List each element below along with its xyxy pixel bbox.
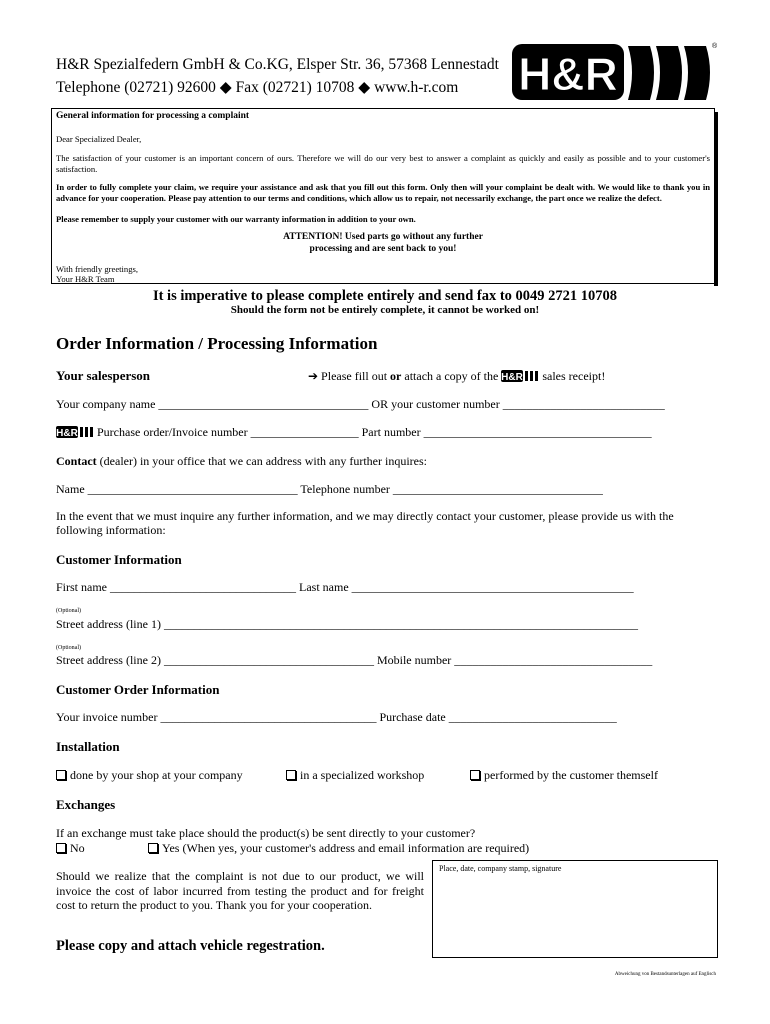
svg-text:H&R: H&R bbox=[501, 372, 524, 382]
completion-warning: Should the form not be entirely complete, it cannot be worked on! bbox=[230, 304, 540, 316]
copy-registration-note: Please copy and attach vehicle regestration. bbox=[56, 938, 325, 954]
fax-instruction: It is imperative to please complete entirely and send fax to 0049 2721 10708 bbox=[152, 288, 618, 304]
greeting-line1: With friendly greetings, bbox=[56, 264, 138, 274]
street-line1-field[interactable]: Street address (line 1) _______________________________________________________________________________ bbox=[56, 617, 638, 631]
install-option-workshop[interactable]: in a specialized workshop bbox=[286, 768, 424, 783]
greeting-line2: Your H&R Team bbox=[56, 274, 115, 284]
checkbox-icon[interactable] bbox=[470, 770, 480, 780]
checkbox-icon[interactable] bbox=[148, 843, 158, 853]
exchange-question: If an exchange must take place should the product(s) be sent directly to your customer? bbox=[56, 826, 476, 840]
info-para3: Please remember to supply your customer with our warranty information in addition to your own. bbox=[56, 214, 416, 224]
contact-name-phone-field[interactable]: Name ___________________________________ Telephone number ___________________________________ bbox=[56, 482, 603, 496]
event-text: In the event that we must inquire any further information, and we may directly contact your customer, please provide us with the following information: bbox=[56, 509, 674, 537]
customer-name-field[interactable]: First name _______________________________ Last name _______________________________________________ bbox=[56, 580, 634, 594]
attention-line1: ATTENTION! Used parts go without any further bbox=[283, 232, 483, 242]
street-line2-mobile-field[interactable]: Street address (line 2) ___________________________________ Mobile number _________________________________ bbox=[56, 653, 653, 667]
company-address: H&R Spezialfedern GmbH & Co.KG, Elsper Str. 36, 57368 Lennestadt bbox=[56, 56, 499, 73]
installation-title: Installation bbox=[56, 739, 120, 754]
customer-info-title: Customer Information bbox=[56, 552, 182, 567]
customer-order-title: Customer Order Information bbox=[56, 682, 220, 697]
fill-out-instruction: ➔ Please fill out or attach a copy of the H&R sales receipt! bbox=[308, 369, 606, 383]
optional-label-2: (Optional) bbox=[56, 645, 81, 651]
checkbox-icon[interactable] bbox=[56, 770, 66, 780]
install-option-customer[interactable]: performed by the customer themself bbox=[470, 768, 658, 783]
checkbox-icon[interactable] bbox=[56, 843, 66, 853]
company-name-field[interactable]: Your company name ___________________________________ OR your customer number ___________________________ bbox=[56, 397, 665, 411]
labor-cost-notice: Should we realize that the complaint is not due to our product, we will invoice the cost of labor incurred from testing the product and for freight cost to return the product to you. Thank you for your cooperation. bbox=[56, 869, 424, 912]
info-para2: In order to fully complete your claim, we require your assistance and ask that you fill out this form. Only then will your complaint be dealt with. We would like to thank you in advance for your cooperation. Please pay attention to our terms and conditions, which allow us to repair, not necessarily exchange, the part once we realize the defect. bbox=[56, 182, 710, 203]
po-part-number-field[interactable]: H&R Purchase order/Invoice number __________________ Part number ______________________________________ bbox=[56, 425, 652, 439]
exchanges-title: Exchanges bbox=[56, 797, 116, 812]
contact-instruction: Contact (dealer) in your office that we can address with any further inquires: bbox=[56, 454, 427, 468]
info-salutation: Dear Specialized Dealer, bbox=[56, 134, 142, 144]
footer-note: Abweichung von Bestandsunterlagen auf Englisch bbox=[614, 972, 716, 977]
general-info-box bbox=[51, 108, 715, 284]
stamp-label: Place, date, company stamp, signature bbox=[439, 864, 562, 873]
signature-stamp-box[interactable] bbox=[432, 860, 718, 958]
svg-text:®: ® bbox=[712, 43, 718, 50]
hr-mini-logo bbox=[56, 426, 94, 438]
exchange-option-no[interactable]: No bbox=[56, 841, 85, 856]
invoice-purchase-date-field[interactable]: Your invoice number ____________________________________ Purchase date ____________________________ bbox=[56, 710, 617, 724]
salesperson-label: Your salesperson bbox=[56, 368, 151, 383]
optional-label-1: (Optional) bbox=[56, 608, 81, 614]
info-title: General information for processing a complaint bbox=[56, 111, 250, 121]
company-contact: Telephone (02721) 92600 ◆ Fax (02721) 10708 ◆ www.h-r.com bbox=[56, 79, 459, 96]
info-para1: The satisfaction of your customer is an important concern of ours. Therefore we will do our very best to answer a complaint as quickly and easily as possible and to your customer's satisfaction. bbox=[56, 153, 710, 174]
svg-text:H&R: H&R bbox=[56, 428, 78, 438]
attention-line2: processing and are sent back to you! bbox=[309, 244, 457, 254]
hr-mini-logo bbox=[501, 370, 539, 382]
install-option-shop[interactable]: done by your shop at your company bbox=[56, 768, 243, 783]
hr-logo bbox=[510, 40, 718, 104]
order-section-title: Order Information / Processing Information bbox=[56, 334, 378, 353]
logo-text: H&R bbox=[518, 48, 618, 100]
checkbox-icon[interactable] bbox=[286, 770, 296, 780]
exchange-option-yes[interactable]: Yes (When yes, your customer's address and email information are required) bbox=[148, 841, 529, 856]
